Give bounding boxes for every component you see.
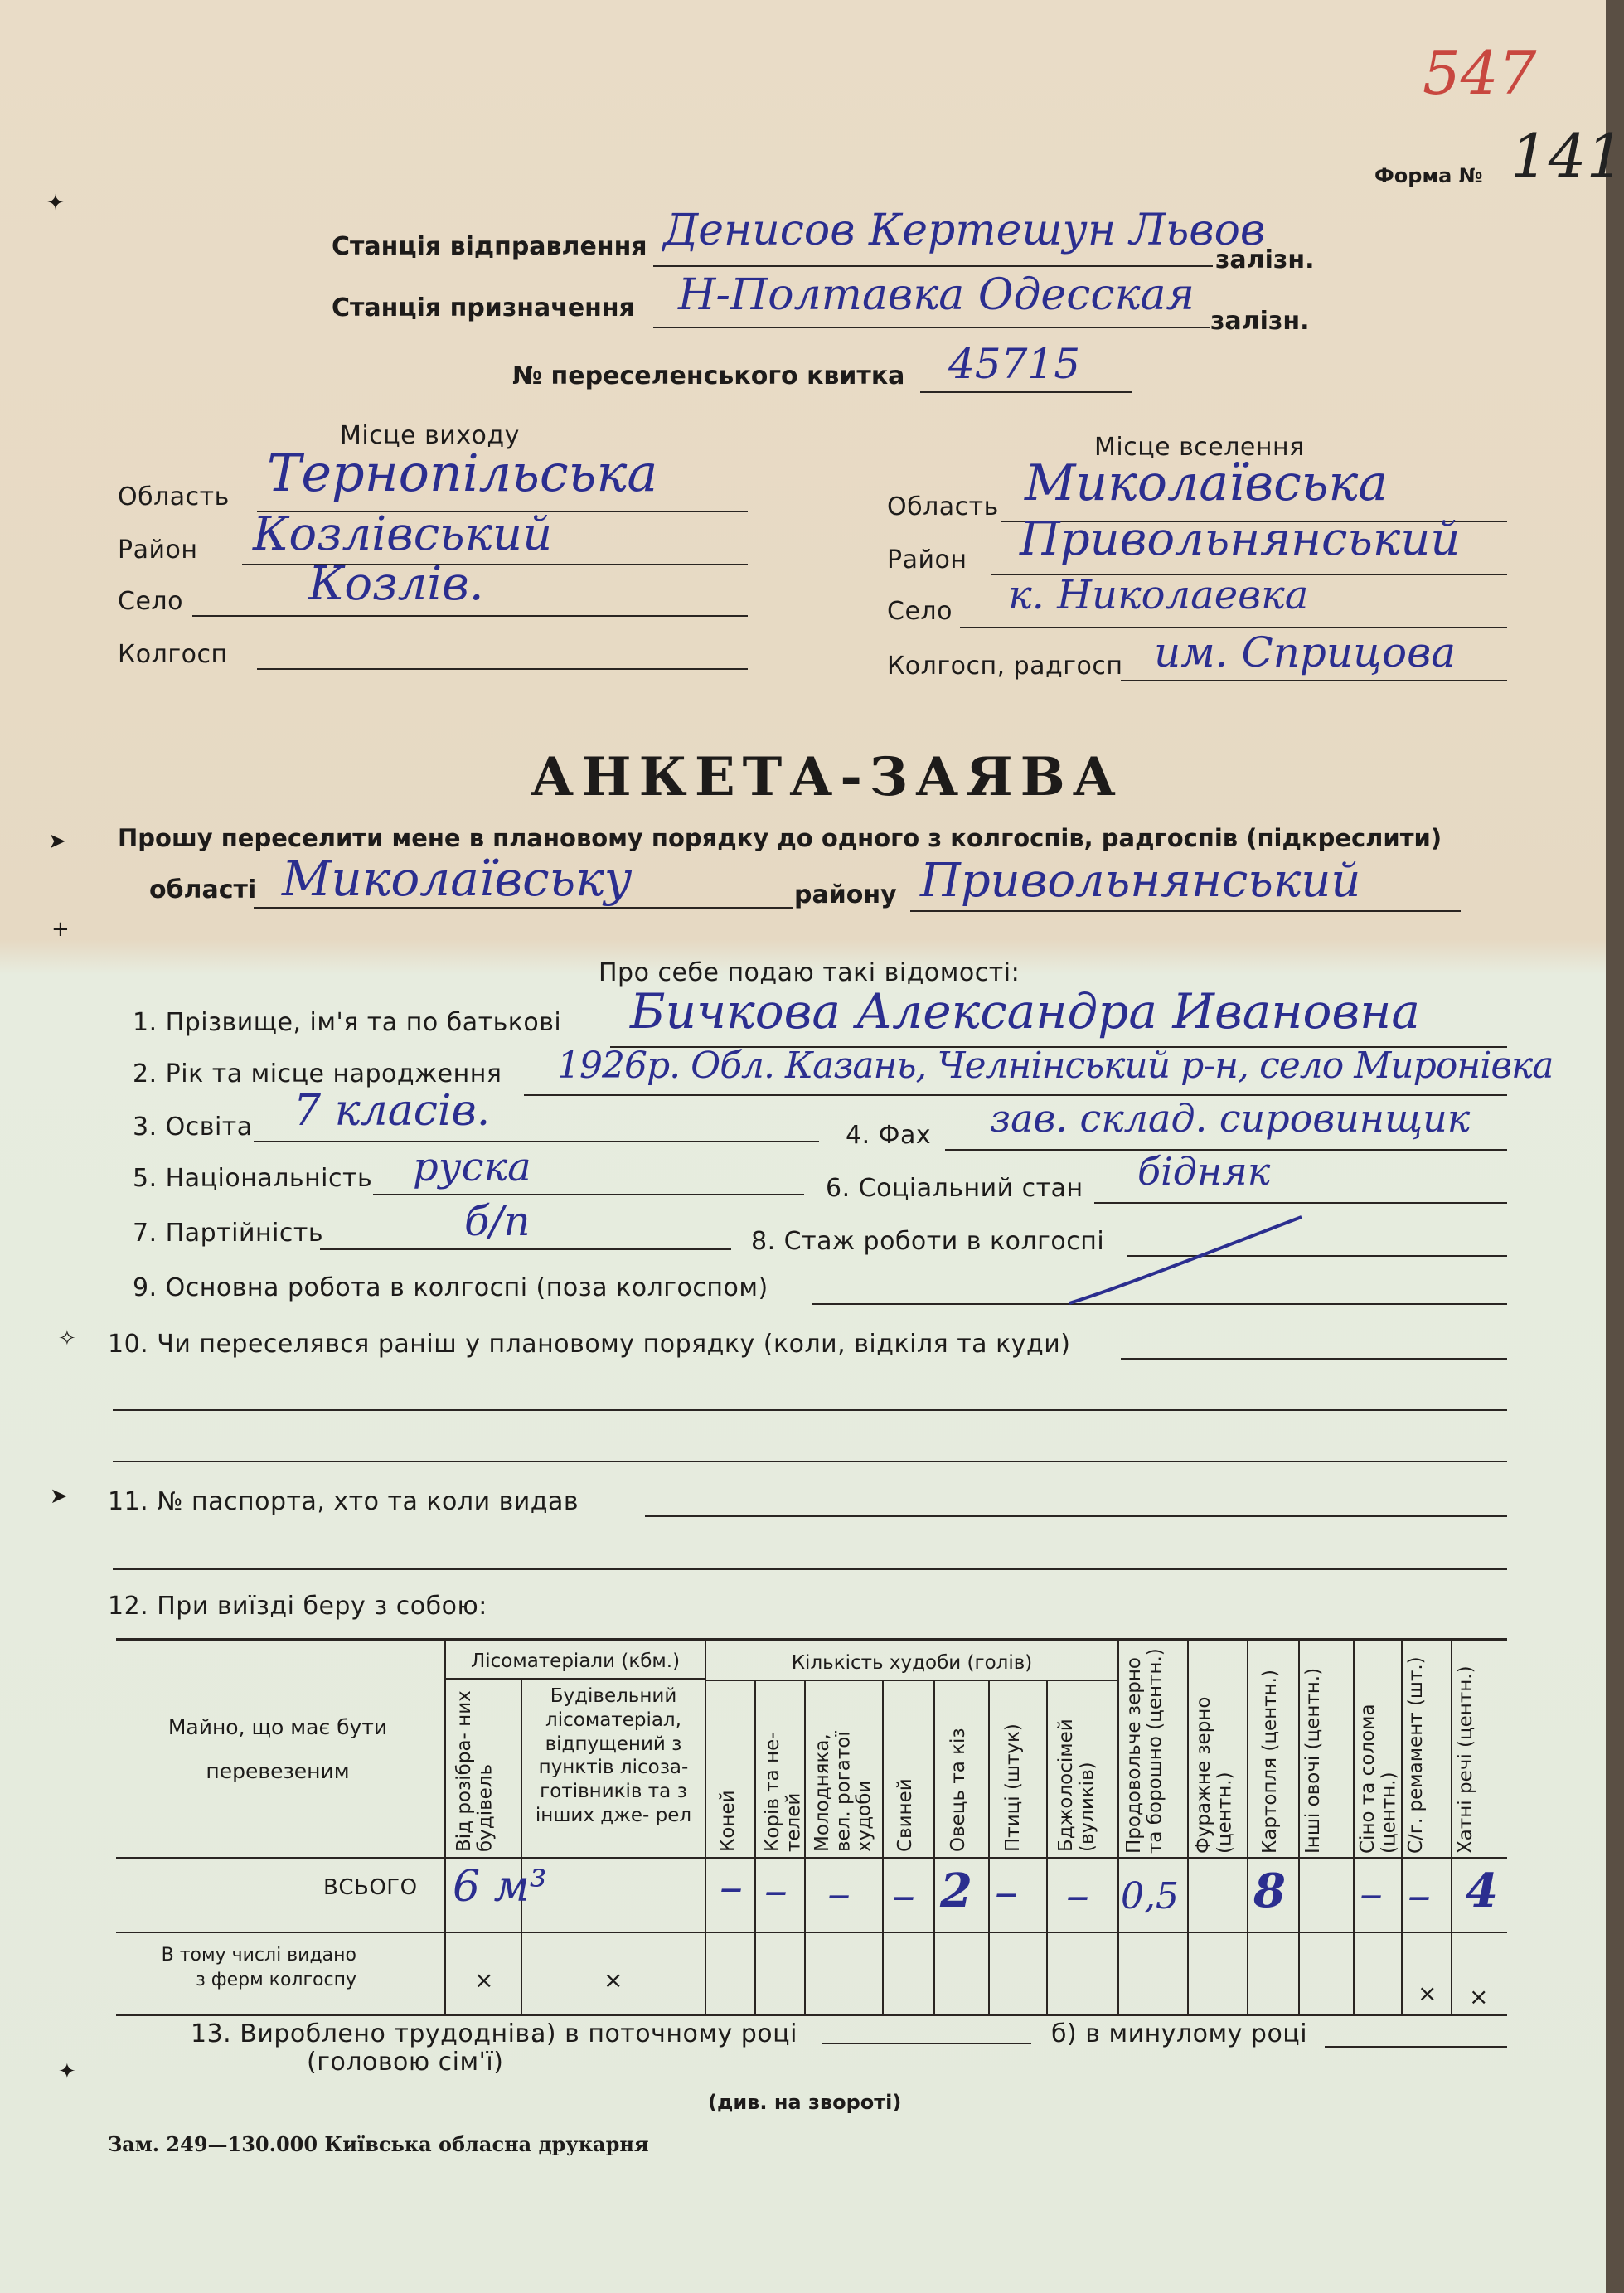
col-divider-9 (1046, 1680, 1048, 2016)
col-header-hay: Сіно та солома (центн.) (1357, 1704, 1400, 1854)
total-horses: – (720, 1860, 743, 1914)
arrival-line (653, 327, 1210, 328)
total-cows: – (764, 1864, 788, 1917)
ticket-label: № переселенського квитка (512, 361, 905, 390)
col-divider-12 (1247, 1638, 1248, 2016)
q7-label: 7. Партійність (133, 1219, 324, 1248)
q13-current: а) в поточному році (531, 2019, 797, 2048)
total-sheep: 2 (940, 1864, 972, 1918)
origin-selo-label: Село (118, 587, 183, 616)
col-divider-13 (1298, 1638, 1300, 2016)
col-divider-6 (882, 1680, 884, 2016)
dest-oblast-label: Область (887, 492, 999, 521)
q1-label: 1. Прізвище, ім'я та по батькові (133, 1008, 562, 1037)
q1-answer: Бичкова Александра Ивановна (630, 983, 1420, 1040)
total-hay: – (1360, 1867, 1383, 1921)
q13-current-line (822, 2043, 1031, 2044)
dest-raion-label: Район (887, 545, 967, 574)
col-header-tools: С/г. ремамент (шт.) (1405, 1656, 1427, 1854)
q13-previous-line (1325, 2046, 1507, 2048)
farm-mark-household: × (1469, 1983, 1489, 2010)
col-header-sheep: Овець та кіз (948, 1728, 969, 1852)
request-raion-line (910, 910, 1461, 912)
q6-line (1094, 1202, 1507, 1204)
farm-mark-dismantled: × (474, 1966, 494, 1994)
origin-raion-label: Район (118, 536, 198, 565)
dest-kolhosp-line (1121, 680, 1507, 681)
q3-label: 3. Освіта (133, 1113, 253, 1142)
col-divider-3 (705, 1638, 706, 2016)
q9-label: 9. Основна робота в колгоспі (поза колгоспом) (133, 1273, 768, 1302)
q13-label: 13. Вироблено трудоднів: (191, 2019, 540, 2048)
origin-selo-line (192, 615, 748, 617)
q3-answer: 7 класів. (293, 1086, 491, 1136)
lumber-group-rule (444, 1678, 705, 1680)
farm-mark-building: × (604, 1966, 623, 1994)
request-oblast-value: Миколаївську (282, 851, 633, 907)
col-header-bees: Бджолосімей (вуликів) (1055, 1719, 1098, 1852)
total-food-grain: 0,5 (1121, 1875, 1179, 1917)
margin-mark: ➤ (50, 1484, 68, 1509)
dest-oblast-value: Миколаївська (1025, 454, 1388, 512)
q6-label: 6. Соціальний стан (826, 1174, 1083, 1203)
q11-line-2 (113, 1568, 1507, 1570)
form-number: 141 (1510, 121, 1624, 191)
q6-answer: бідняк (1137, 1149, 1271, 1194)
q7-answer: б/п (464, 1197, 531, 1245)
origin-selo-value: Козлів. (308, 557, 484, 611)
col-divider-7 (933, 1680, 935, 2016)
q2-label: 2. Рік та місце народження (133, 1059, 502, 1088)
col-header-poultry: Птиці (штук) (1002, 1723, 1024, 1852)
departure-railway: залізн. (1215, 245, 1315, 274)
q10-line-2 (113, 1409, 1507, 1411)
margin-mark: ➤ (48, 829, 66, 854)
request-raion-value: Привольнянський (920, 854, 1361, 908)
col-divider-11 (1187, 1638, 1189, 2016)
total-bees: – (1066, 1869, 1089, 1922)
col-divider-4 (754, 1680, 756, 2016)
lumber-group-header: Лісоматеріали (кбм.) (470, 1651, 681, 1672)
request-oblast-label: області (149, 875, 257, 904)
q4-label: 4. Фах (846, 1121, 932, 1150)
total-household: 4 (1466, 1864, 1498, 1918)
total-tools: – (1408, 1869, 1431, 1922)
q5-answer: руска (413, 1144, 531, 1190)
arrival-value: Н-Полтавка Одесская (678, 270, 1195, 320)
archive-number-red: 547 (1423, 38, 1537, 108)
form-title: АНКЕТА-ЗАЯВА (531, 746, 1123, 808)
farm-mark-tools: × (1418, 1980, 1437, 2007)
dest-kolhosp-label: Колгосп, радгосп (887, 652, 1123, 681)
departure-label: Станція відправлення (332, 232, 647, 261)
q10-line-3 (113, 1461, 1507, 1462)
col-header-pigs: Свиней (894, 1778, 916, 1852)
dest-selo-value: к. Николаевка (1008, 572, 1309, 618)
col-divider-2 (521, 1680, 522, 2016)
q13-previous: б) в минулому році (1051, 2019, 1308, 2048)
dest-raion-value: Привольнянський (1020, 512, 1461, 566)
see-reverse: (див. на звороті) (708, 2091, 902, 2114)
total-row-label: ВСЬОГО (323, 1875, 418, 1900)
destination-heading: Місце вселення (1094, 433, 1305, 462)
margin-mark: ✦ (46, 191, 65, 216)
col-header-cows: Корів та не- телей (762, 1732, 805, 1852)
q8-label: 8. Стаж роботи в колгоспі (751, 1227, 1105, 1256)
departure-line (653, 265, 1213, 267)
margin-mark: + (51, 917, 70, 942)
q5-line (373, 1194, 804, 1195)
q10-label: 10. Чи переселявся раніш у плановому порядку (коли, відкіля та куди) (108, 1330, 1071, 1359)
col-divider-10 (1117, 1638, 1119, 2016)
col-header-food-grain: Продовольче зерно та борошно (центн.) (1123, 1648, 1166, 1854)
total-poultry: – (995, 1865, 1018, 1919)
livestock-group-header: Кількість худоби (голів) (791, 1652, 1033, 1674)
property-header: Майно, що має бути перевезеним (167, 1715, 388, 1783)
lumber-dismantled-header: Від розібра- них будівель (453, 1690, 497, 1852)
dest-selo-label: Село (887, 597, 953, 626)
ticket-line (920, 391, 1132, 393)
col-divider-8 (988, 1680, 990, 2016)
q3-line (254, 1141, 819, 1142)
col-divider-14 (1353, 1638, 1355, 2016)
arrival-railway: залізн. (1210, 307, 1310, 336)
total-young-cattle: – (827, 1867, 851, 1921)
col-header-horses: Коней (717, 1790, 739, 1852)
origin-kolhosp-label: Колгосп (118, 640, 228, 669)
request-raion-label: району (794, 880, 897, 909)
origin-heading: Місце виходу (340, 421, 520, 450)
col-header-young-cattle: Молодняка, вел. рогатої худоби (812, 1731, 875, 1852)
total-lumber-value: 6 м³ (453, 1862, 547, 1912)
dash-strike (1061, 1210, 1310, 1310)
departure-value: Денисов Кертешун Львов (663, 206, 1266, 255)
origin-oblast-label: Область (118, 482, 230, 511)
col-header-potatoes: Картопля (центн.) (1259, 1670, 1281, 1854)
printer-imprint: Зам. 249—130.000 Київська обласна друкарня (108, 2132, 649, 2156)
col-divider-1 (444, 1638, 446, 2016)
livestock-group-rule (706, 1680, 1117, 1681)
margin-mark: ✧ (58, 1326, 76, 1351)
margin-mark: ✦ (58, 2059, 76, 2084)
q4-answer: зав. склад. сировинщик (990, 1096, 1471, 1141)
origin-oblast-value: Тернопільська (267, 443, 658, 503)
q5-label: 5. Національність (133, 1164, 373, 1193)
col-divider-15 (1401, 1638, 1403, 2016)
q7-line (320, 1248, 731, 1250)
total-potatoes: 8 (1253, 1864, 1286, 1918)
ticket-value: 45715 (948, 340, 1081, 388)
request-line: Прошу переселити мене в плановому порядку до одного з колгоспів, радгоспів (підкреслити) (118, 824, 1442, 852)
q11-label: 11. № паспорта, хто та коли видав (108, 1487, 579, 1516)
form-label: Форма № (1374, 164, 1483, 187)
arrival-label: Станція призначення (332, 293, 635, 322)
q13-sub: (головою сім'ї) (307, 2048, 504, 2077)
dest-kolhosp-value: им. Сприцова (1154, 628, 1457, 676)
info-intro: Про себе подаю такі відомості: (599, 958, 1020, 987)
q10-line-1 (1121, 1358, 1507, 1360)
farm-row-label: В тому числі видано з ферм колгоспу (161, 1945, 356, 1990)
col-divider-16 (1451, 1638, 1452, 2016)
origin-kolhosp-line (257, 668, 748, 670)
origin-raion-value: Козлівський (253, 507, 553, 561)
total-pigs: – (892, 1869, 915, 1922)
q2-answer: 1926р. Обл. Казань, Челнінський р-н, село Миронівка (557, 1045, 1554, 1087)
col-header-household: Хатні речі (центн.) (1455, 1665, 1476, 1854)
q11-line-1 (645, 1515, 1507, 1517)
col-header-vegetables: Інші овочі (центн.) (1302, 1667, 1324, 1854)
request-oblast-line (254, 907, 793, 909)
col-header-fodder-grain: Фуражне зерно (центн.) (1193, 1696, 1236, 1854)
q12-label: 12. При виїзді беру з собою: (108, 1592, 487, 1621)
lumber-building-header: Будівельний лісоматеріал, відпущений з пунктів лісоза- готівників та з інших дже- рел (535, 1685, 692, 1826)
